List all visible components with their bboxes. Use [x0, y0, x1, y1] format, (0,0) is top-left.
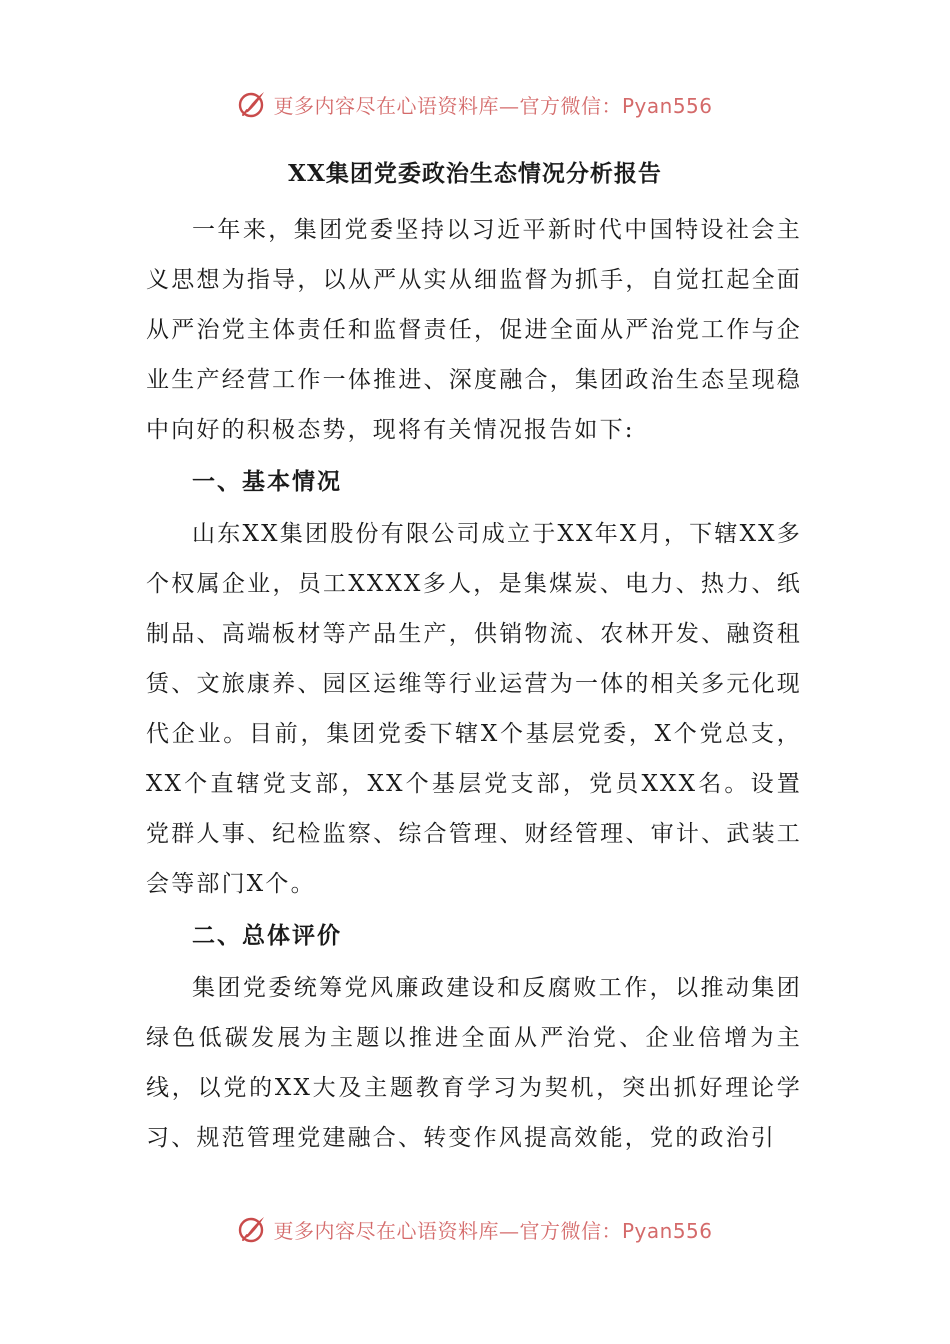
watermark-text-cn: 更多内容尽在心语资料库—官方微信：	[273, 1218, 622, 1243]
watermark-text-latin: Pyan556	[621, 1218, 713, 1243]
section-heading-basic-situation: 一、基本情况	[192, 468, 342, 495]
watermark-text-latin: Pyan556	[621, 93, 713, 118]
watermark-banner-bottom	[0, 1209, 950, 1249]
page-title: XX集团党委政治生态情况分析报告	[288, 160, 662, 187]
intro-paragraph: 一年来，集团党委坚持以习近平新时代中国特设社会主义思想为指导，以从严从实从细监督为抓手，自觉扛起全面从严治党主体责任和监督责任，促进全面从严治党工作与企业生产经营工作一体推进、深度融合，集团政治生态呈现稳中向好的积极态势，现将有关情况报告如下:	[146, 217, 802, 443]
section-overall-evaluation-paragraph: 集团党委统筹党风廉政建设和反腐败工作，以推动集团绿色低碳发展为主题以推进全面从严治党、企业倍增为主线，以党的XX大及主题教育学习为契机，突出抓好理论学习、规范管理党建融合、转变作风提高效能，党的政治引	[146, 975, 802, 1151]
document-body	[146, 205, 802, 1163]
quill-pen-circle-icon	[237, 89, 267, 119]
quill-pen-circle-icon	[237, 1214, 267, 1244]
watermark-text-cn: 更多内容尽在心语资料库—官方微信：	[273, 93, 622, 118]
watermark-banner-top	[0, 84, 950, 124]
section-basic-situation-paragraph: 山东XX集团股份有限公司成立于XX年X月，下辖XX多个权属企业，员工XXXX多人，是集煤炭、电力、热力、纸制品、高端板材等产品生产，供销物流、农林开发、融资租赁、文旅康养、园区运维等行业运营为一体的相关多元化现代企业。目前，集团党委下辖X个基层党委，X个党总支，XX个直辖党支部，XX个基层党支部，党员XXX名。设置党群人事、纪检监察、综合管理、财经管理、审计、武装工会等部门X个。	[146, 521, 802, 897]
watermark-text	[273, 1215, 712, 1244]
watermark-text	[273, 90, 712, 119]
section-heading-overall-evaluation: 二、总体评价	[192, 922, 342, 949]
